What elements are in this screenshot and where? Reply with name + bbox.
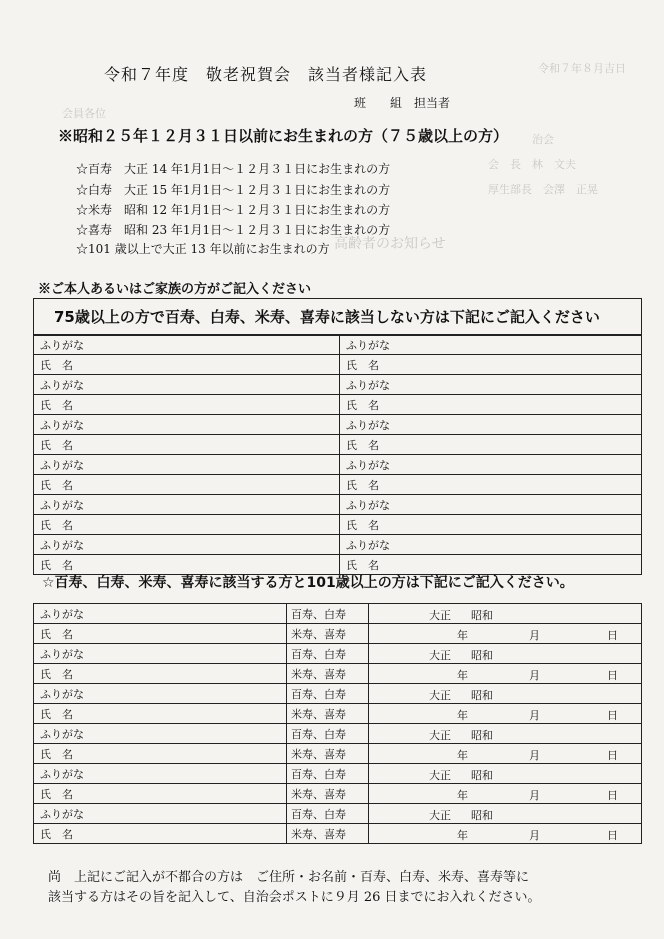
criteria-hakuju: ☆白寿 大正 15 年1月1日～１２月３１日にお生まれの方 <box>76 183 391 197</box>
furigana-field[interactable]: ふりがな <box>340 455 642 475</box>
name-field[interactable]: 氏 名 <box>34 704 287 724</box>
furigana-field[interactable]: ふりがな <box>34 644 287 664</box>
month-label: 月 <box>529 829 540 842</box>
bleed-chair: 会 長 林 文夫 <box>488 158 576 171</box>
year-label: 年 <box>457 629 468 642</box>
furigana-field[interactable]: ふりがな <box>34 375 340 395</box>
name-field[interactable]: 氏 名 <box>340 355 642 375</box>
section1-box-heading: 75歳以上の方で百寿、白寿、米寿、喜寿に該当しない方は下記にご記入ください <box>34 299 642 335</box>
year-label: 年 <box>457 829 468 842</box>
bleed-notice: 高齢者のお知らせ <box>334 236 446 252</box>
furigana-field[interactable]: ふりがな <box>34 724 287 744</box>
bleed-recipients: 会員各位 <box>62 107 106 120</box>
longevity-option-top[interactable]: 百寿、白寿 <box>287 604 369 624</box>
footer-line-2: 該当する方はその旨を記入して、自治会ポストに９月 26 日までにお入れください。 <box>48 890 541 905</box>
name-field[interactable]: 氏 名 <box>34 435 340 455</box>
name-field[interactable]: 氏 名 <box>340 555 642 575</box>
day-label: 日 <box>607 749 618 762</box>
era-taisho: 大正 <box>429 729 451 742</box>
furigana-field[interactable]: ふりがな <box>340 335 642 355</box>
era-taisho: 大正 <box>429 649 451 662</box>
criteria-beiju: ☆米寿 昭和 12 年1月1日～１２月３１日にお生まれの方 <box>76 203 391 217</box>
criteria-hyakuju: ☆百寿 大正 14 年1月1日～１２月３１日にお生まれの方 <box>76 162 391 176</box>
furigana-field[interactable]: ふりがな <box>34 495 340 515</box>
year-label: 年 <box>457 749 468 762</box>
general-entry-table <box>33 298 642 575</box>
furigana-field[interactable]: ふりがな <box>340 415 642 435</box>
year-label: 年 <box>457 709 468 722</box>
longevity-option-bottom[interactable]: 米寿、喜寿 <box>287 784 369 804</box>
longevity-option-top[interactable]: 百寿、白寿 <box>287 804 369 824</box>
birth-era-cell[interactable] <box>369 724 642 744</box>
month-label: 月 <box>529 749 540 762</box>
criteria-kiju: ☆喜寿 昭和 23 年1月1日～１２月３１日にお生まれの方 <box>76 223 391 237</box>
month-label: 月 <box>529 629 540 642</box>
year-label: 年 <box>457 789 468 802</box>
birth-date-cell[interactable] <box>369 824 642 844</box>
month-label: 月 <box>529 789 540 802</box>
month-label: 月 <box>529 669 540 682</box>
birth-era-cell[interactable] <box>369 804 642 824</box>
name-field[interactable]: 氏 名 <box>34 744 287 764</box>
longevity-option-top[interactable]: 百寿、白寿 <box>287 764 369 784</box>
furigana-field[interactable]: ふりがな <box>34 604 287 624</box>
longevity-option-bottom[interactable]: 米寿、喜寿 <box>287 824 369 844</box>
month-label: 月 <box>529 709 540 722</box>
furigana-field[interactable]: ふりがな <box>34 764 287 784</box>
birth-date-cell[interactable] <box>369 664 642 684</box>
name-field[interactable]: 氏 名 <box>34 395 340 415</box>
birth-era-cell[interactable] <box>369 604 642 624</box>
footer-line-1: 尚 上記にご記入が不都合の方は ご住所・お名前・百寿、白寿、米寿、喜寿等に <box>48 870 530 885</box>
birth-era-cell[interactable] <box>369 644 642 664</box>
name-field[interactable]: 氏 名 <box>34 664 287 684</box>
name-field[interactable]: 氏 名 <box>34 784 287 804</box>
section2-heading: ☆百寿、白寿、米寿、喜寿に該当する方と101歳以上の方は下記にご記入ください。 <box>42 575 574 591</box>
era-taisho: 大正 <box>429 769 451 782</box>
era-showa: 昭和 <box>471 649 493 662</box>
name-field[interactable]: 氏 名 <box>34 475 340 495</box>
furigana-field[interactable]: ふりがな <box>34 455 340 475</box>
longevity-option-top[interactable]: 百寿、白寿 <box>287 644 369 664</box>
longevity-option-top[interactable]: 百寿、白寿 <box>287 684 369 704</box>
era-showa: 昭和 <box>471 729 493 742</box>
birth-date-cell[interactable] <box>369 624 642 644</box>
form-title: 令和７年度 敬老祝賀会 該当者様記入表 <box>104 65 428 84</box>
era-taisho: 大正 <box>429 689 451 702</box>
furigana-field[interactable]: ふりがな <box>34 415 340 435</box>
furigana-field[interactable]: ふりがな <box>34 804 287 824</box>
longevity-option-bottom[interactable]: 米寿、喜寿 <box>287 624 369 644</box>
section1-note: ※ご本人あるいはご家族の方がご記入ください <box>38 282 312 297</box>
birth-date-cell[interactable] <box>369 784 642 804</box>
longevity-entry-table <box>33 603 642 844</box>
era-showa: 昭和 <box>471 809 493 822</box>
era-showa: 昭和 <box>471 769 493 782</box>
bleed-association: 治会 <box>532 133 554 146</box>
name-field[interactable]: 氏 名 <box>340 475 642 495</box>
longevity-option-bottom[interactable]: 米寿、喜寿 <box>287 664 369 684</box>
longevity-option-bottom[interactable]: 米寿、喜寿 <box>287 704 369 724</box>
name-field[interactable]: 氏 名 <box>34 555 340 575</box>
furigana-field[interactable]: ふりがな <box>34 335 340 355</box>
birth-era-cell[interactable] <box>369 684 642 704</box>
birth-date-cell[interactable] <box>369 744 642 764</box>
era-taisho: 大正 <box>429 809 451 822</box>
name-field[interactable]: 氏 名 <box>34 515 340 535</box>
birth-era-cell[interactable] <box>369 764 642 784</box>
name-field[interactable]: 氏 名 <box>340 515 642 535</box>
day-label: 日 <box>607 709 618 722</box>
furigana-field[interactable]: ふりがな <box>34 684 287 704</box>
name-field[interactable]: 氏 名 <box>34 355 340 375</box>
furigana-field[interactable]: ふりがな <box>340 375 642 395</box>
furigana-field[interactable]: ふりがな <box>340 495 642 515</box>
day-label: 日 <box>607 829 618 842</box>
birth-date-cell[interactable] <box>369 704 642 724</box>
day-label: 日 <box>607 789 618 802</box>
name-field[interactable]: 氏 名 <box>340 395 642 415</box>
name-field[interactable]: 氏 名 <box>34 624 287 644</box>
longevity-option-bottom[interactable]: 米寿、喜寿 <box>287 744 369 764</box>
name-field[interactable]: 氏 名 <box>340 435 642 455</box>
furigana-field[interactable]: ふりがな <box>340 535 642 555</box>
criteria-101: ☆101 歳以上で大正 13 年以前にお生まれの方 <box>76 242 330 256</box>
era-showa: 昭和 <box>471 609 493 622</box>
bleed-welfare: 厚生部長 会澤 正晃 <box>488 183 598 196</box>
day-label: 日 <box>607 669 618 682</box>
eligibility-heading: ※昭和２５年１２月３１日以前にお生まれの方（７５歳以上の方） <box>58 127 509 145</box>
bleed-date: 令和７年８月吉日 <box>538 62 626 75</box>
day-label: 日 <box>607 629 618 642</box>
name-field[interactable]: 氏 名 <box>34 824 287 844</box>
era-showa: 昭和 <box>471 689 493 702</box>
year-label: 年 <box>457 669 468 682</box>
team-line: 班 組 担当者 <box>354 96 451 110</box>
era-taisho: 大正 <box>429 609 451 622</box>
furigana-field[interactable]: ふりがな <box>34 535 340 555</box>
longevity-option-top[interactable]: 百寿、白寿 <box>287 724 369 744</box>
